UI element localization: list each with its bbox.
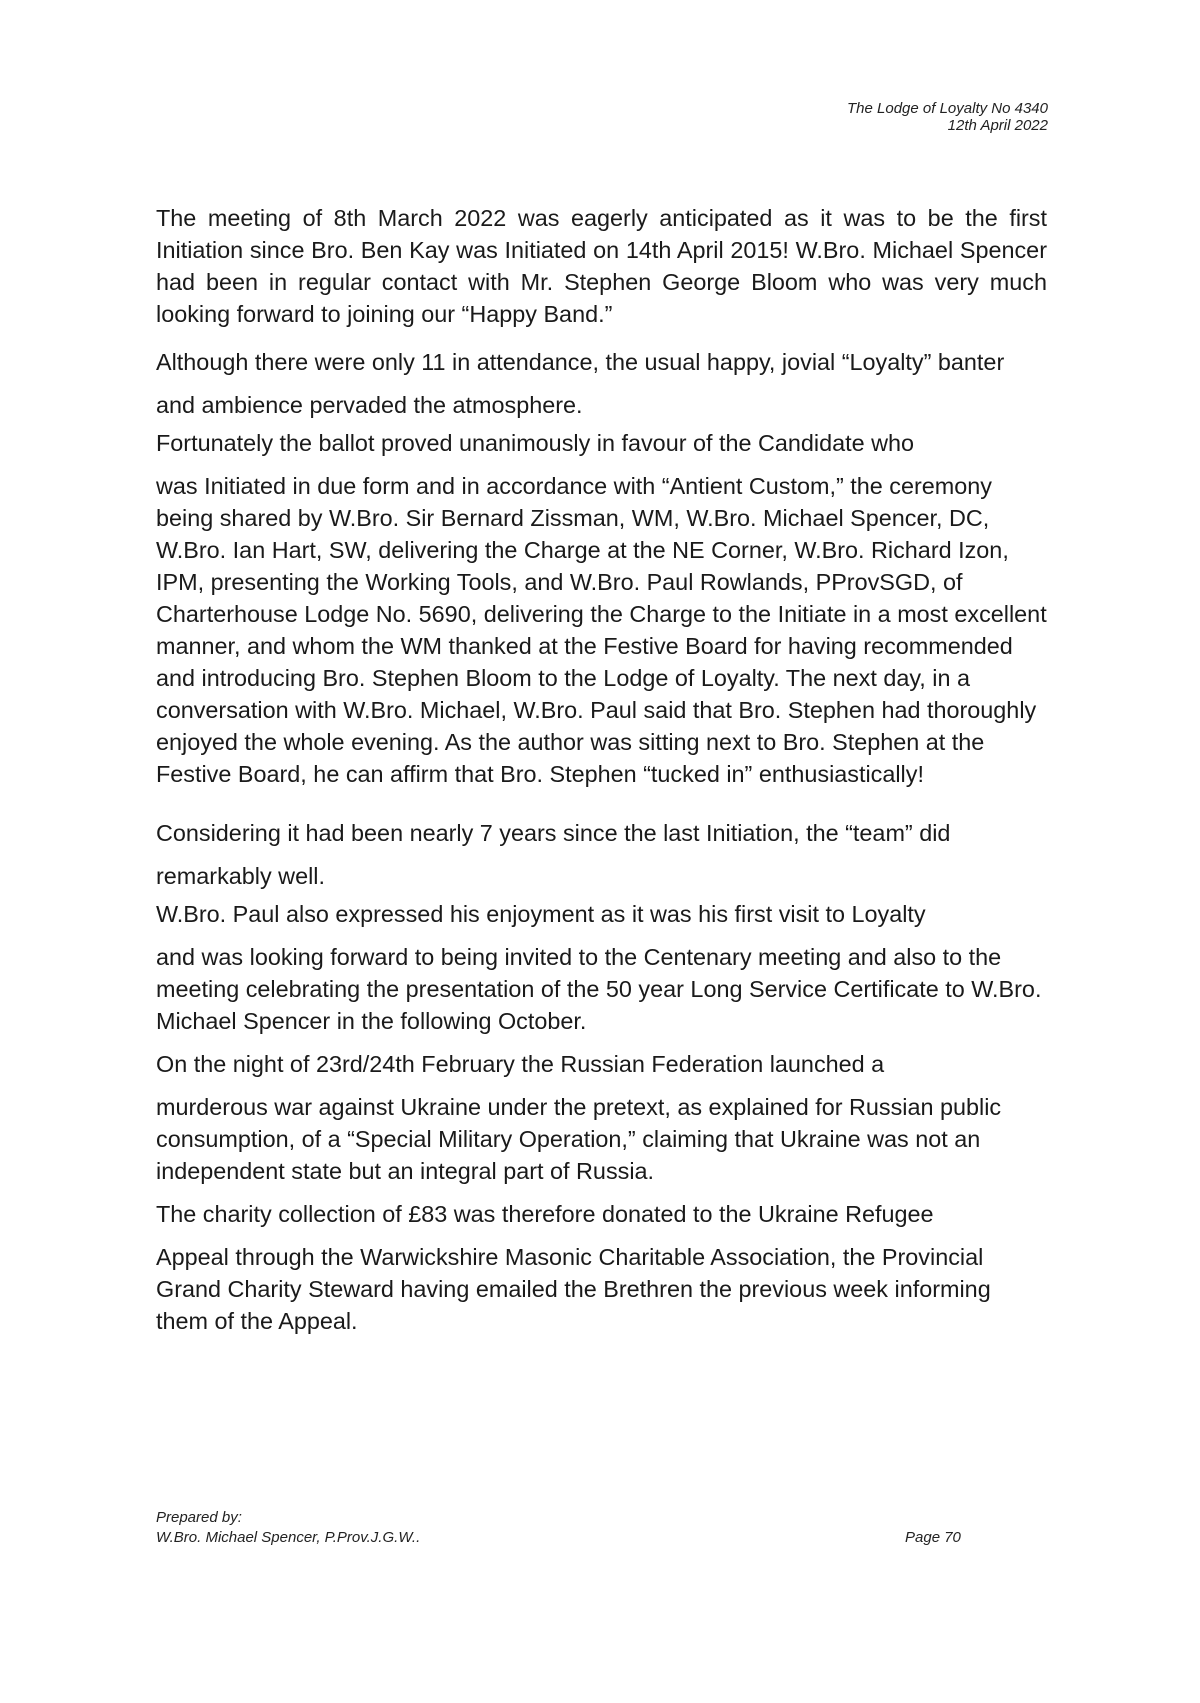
paragraph-appeal: Appeal through the Warwickshire Masonic Charitable Association, the Provincial Grand Charity Steward having emailed the Brethren the previous week informing them of the Appeal.	[156, 1244, 991, 1334]
page-footer-author	[156, 1508, 420, 1548]
page-number: Page 70	[905, 1529, 961, 1546]
paragraph-ballot: Fortunately the ballot proved unanimously in favour of the Candidate who	[156, 430, 915, 456]
paragraph-initiation-ceremony: was Initiated in due form and in accordance with “Antient Custom,” the ceremony being shared by W.Bro. Sir Bernard Zissman, WM, W.Bro. Michael Spencer, DC, W.Bro. Ian Hart, SW, delivering the Charge at the NE Corner, W.Bro. Richard Izon, IPM, presenting the Working Tools, and W.Bro. Paul Rowlands, PProvSGD, of Charterhouse Lodge No. 5690, delivering the Charge to the Initiate in a most excellent manner, and whom the WM thanked at the Festive Board for having recommended and introducing Bro. Stephen Bloom to the Lodge of Loyalty. The next day, in a conversation with W.Bro. Michael, W.Bro. Paul said that Bro. Stephen had thoroughly enjoyed the whole evening. As the author was sitting next to Bro. Stephen at the Festive Board, he can affirm that Bro. Stephen “tucked in” enthusiastically!	[156, 473, 1047, 787]
page-header	[847, 100, 1048, 134]
header-date: 12th April 2022	[947, 117, 1048, 134]
paragraph-meeting-intro: The meeting of 8th March 2022 was eagerly anticipated as it was to be the first Initiation since Bro. Ben Kay was Initiated on 14th April 2015! W.Bro. Michael Spencer had been in regular contact with Mr. Stephen George Bloom who was very much looking forward to joining our “Happy Band.”	[156, 205, 1047, 327]
header-lodge-name: The Lodge of Loyalty No 4340	[847, 100, 1048, 117]
paragraph-russia: On the night of 23rd/24th February the Russian Federation launched a	[156, 1051, 885, 1077]
paragraph-charity: The charity collection of £83 was therefore donated to the Ukraine Refugee	[156, 1201, 934, 1227]
paragraph-war: murderous war against Ukraine under the pretext, as explained for Russian public consumption, of a “Special Military Operation,” claiming that Ukraine was not an independent state but an integral part of Russia.	[156, 1094, 1002, 1184]
paragraph-attendance: Although there were only 11 in attendance, the usual happy, jovial “Loyalty” banter and ambience pervaded the atmosphere.	[156, 349, 1005, 418]
paragraph-centenary: and was looking forward to being invited to the Centenary meeting and also to the meeting celebrating the presentation of the 50 year Long Service Certificate to W.Bro. Michael Spencer in the following October.	[156, 944, 1042, 1034]
footer-prepared-label: Prepared by:	[156, 1509, 242, 1526]
footer-prepared-by: W.Bro. Michael Spencer, P.Prov.J.G.W..	[156, 1529, 421, 1546]
paragraph-team: Considering it had been nearly 7 years since the last Initiation, the “team” did remarkably well.	[156, 820, 951, 889]
document-body	[156, 202, 1047, 1337]
paragraph-visit: W.Bro. Paul also expressed his enjoyment as it was his first visit to Loyalty	[156, 901, 926, 927]
